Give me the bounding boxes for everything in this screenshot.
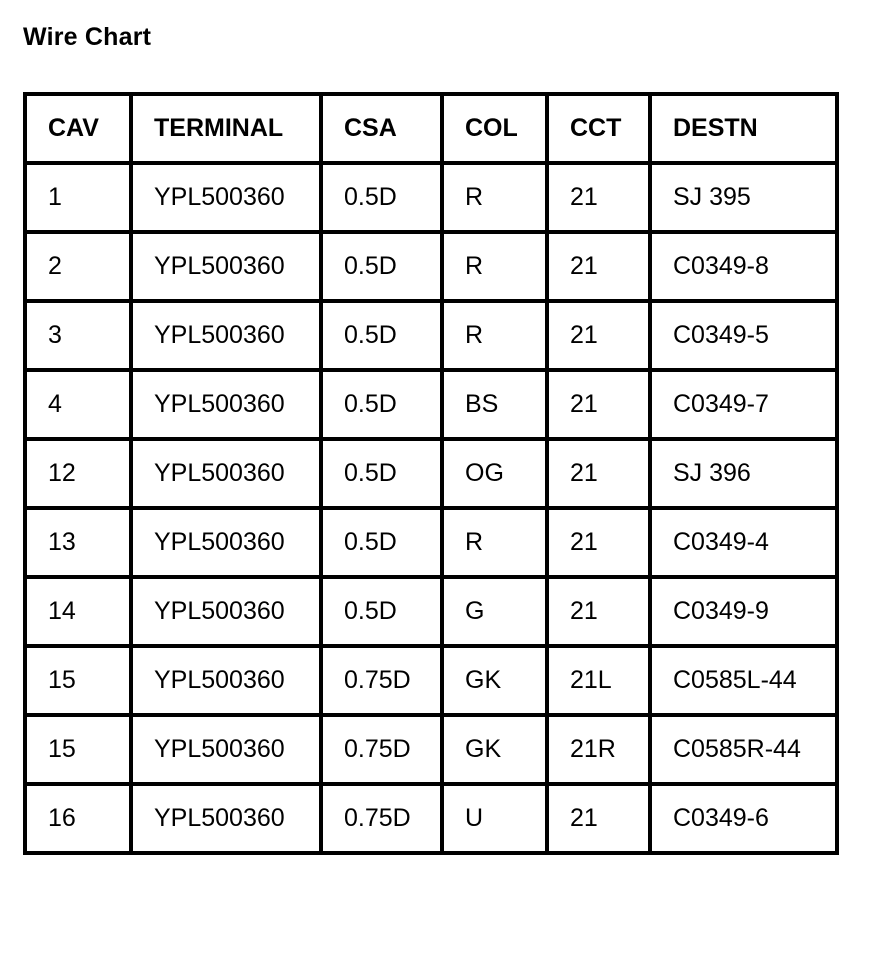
cell-terminal: YPL500360 [131,508,321,577]
cell-csa: 0.75D [321,715,442,784]
cell-destn: C0349-4 [650,508,837,577]
cell-csa: 0.5D [321,370,442,439]
cell-csa: 0.75D [321,646,442,715]
cell-col: U [442,784,547,853]
cell-csa: 0.5D [321,577,442,646]
cell-cct: 21 [547,232,650,301]
column-header-destn: DESTN [650,94,837,163]
table-row [25,163,837,232]
cell-terminal: YPL500360 [131,370,321,439]
table-row [25,232,837,301]
cell-cct: 21L [547,646,650,715]
cell-cct: 21 [547,439,650,508]
cell-csa: 0.5D [321,301,442,370]
column-header-cav: CAV [25,94,131,163]
cell-cav: 15 [25,715,131,784]
cell-csa: 0.5D [321,163,442,232]
table-row [25,715,837,784]
cell-col: G [442,577,547,646]
cell-cav: 14 [25,577,131,646]
cell-cct: 21 [547,370,650,439]
column-header-col: COL [442,94,547,163]
cell-col: R [442,232,547,301]
cell-terminal: YPL500360 [131,163,321,232]
cell-destn: SJ 396 [650,439,837,508]
cell-cav: 2 [25,232,131,301]
column-header-cct: CCT [547,94,650,163]
wire-chart-table [23,92,839,855]
cell-terminal: YPL500360 [131,232,321,301]
cell-destn: C0349-9 [650,577,837,646]
cell-destn: C0349-6 [650,784,837,853]
cell-cav: 15 [25,646,131,715]
table-body [25,163,837,853]
cell-cav: 13 [25,508,131,577]
cell-cav: 16 [25,784,131,853]
cell-cct: 21 [547,163,650,232]
cell-csa: 0.5D [321,439,442,508]
table-row [25,370,837,439]
cell-cav: 4 [25,370,131,439]
cell-terminal: YPL500360 [131,784,321,853]
cell-terminal: YPL500360 [131,577,321,646]
table-row [25,439,837,508]
cell-col: R [442,163,547,232]
cell-cav: 12 [25,439,131,508]
column-header-terminal: TERMINAL [131,94,321,163]
cell-terminal: YPL500360 [131,301,321,370]
table-row [25,508,837,577]
cell-destn: C0585L-44 [650,646,837,715]
cell-destn: C0585R-44 [650,715,837,784]
cell-destn: SJ 395 [650,163,837,232]
table-header [25,94,837,163]
cell-col: R [442,508,547,577]
cell-destn: C0349-7 [650,370,837,439]
cell-col: BS [442,370,547,439]
cell-csa: 0.5D [321,232,442,301]
cell-terminal: YPL500360 [131,439,321,508]
cell-csa: 0.5D [321,508,442,577]
column-header-csa: CSA [321,94,442,163]
table-row [25,301,837,370]
cell-cct: 21 [547,577,650,646]
page-title: Wire Chart [23,23,152,51]
cell-cav: 3 [25,301,131,370]
cell-col: GK [442,715,547,784]
table-row [25,646,837,715]
cell-terminal: YPL500360 [131,715,321,784]
cell-cct: 21 [547,508,650,577]
cell-cct: 21 [547,301,650,370]
cell-col: OG [442,439,547,508]
cell-col: GK [442,646,547,715]
cell-col: R [442,301,547,370]
table-row [25,577,837,646]
cell-cct: 21R [547,715,650,784]
cell-destn: C0349-5 [650,301,837,370]
cell-cav: 1 [25,163,131,232]
table-row [25,784,837,853]
cell-terminal: YPL500360 [131,646,321,715]
cell-cct: 21 [547,784,650,853]
header-row [25,94,837,163]
cell-destn: C0349-8 [650,232,837,301]
cell-csa: 0.75D [321,784,442,853]
